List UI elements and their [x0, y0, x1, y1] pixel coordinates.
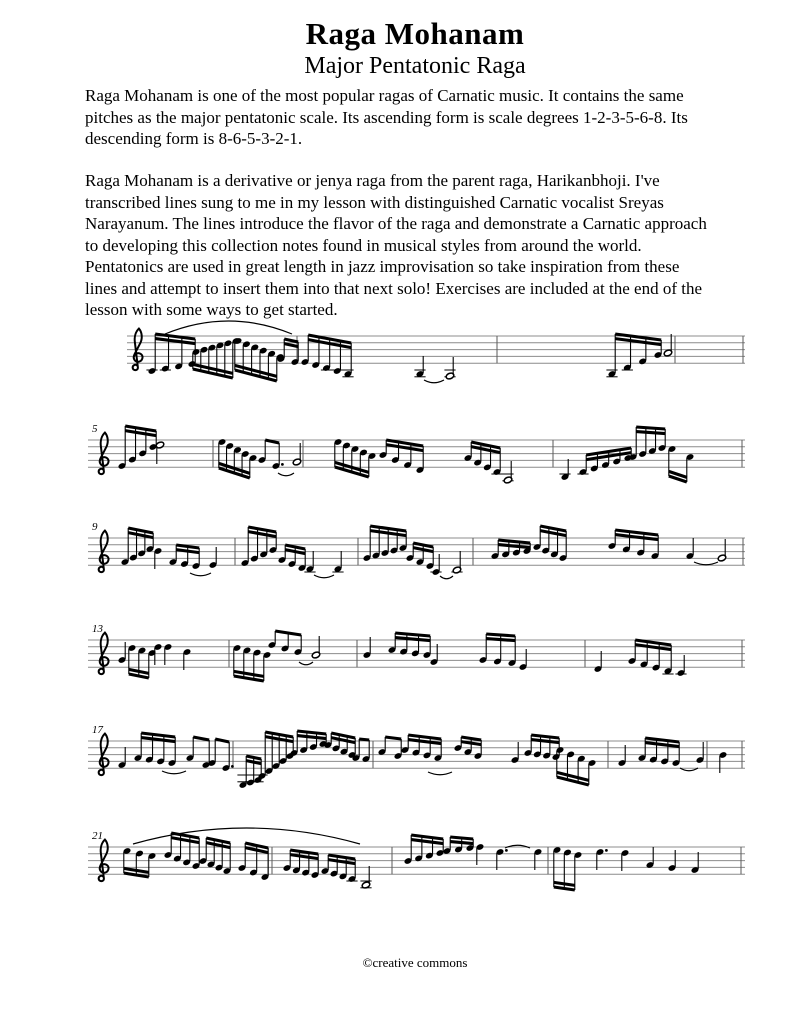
beam	[413, 548, 433, 552]
measure-number: 21	[92, 830, 103, 842]
description-paragraph: Raga Mohanam is a derivative or jenya raga from the parent raga, Harikanbhoji. I've transcribed lines sung to me in my lesson with distinguished Carnatic vocalist Sreyas Narayanum. The lines introduce the flavor of the raga and demonstrate a Carnatic approach to developing this collection notes found in musical styles from around the world. Pentatonics are used in great length in jazz improvisation so take inspiration from these lines and attempt to insert them into that next solo! Exercises are included at the end of the lesson with some ways to get started.	[85, 171, 707, 319]
beam	[408, 735, 441, 739]
beam	[176, 545, 199, 548]
beam	[636, 427, 665, 429]
beam	[450, 837, 473, 839]
beam	[285, 550, 305, 554]
beam	[328, 855, 355, 859]
augmentation-dot	[281, 463, 284, 466]
beam	[285, 545, 305, 549]
beam	[408, 740, 441, 744]
beam	[486, 639, 515, 641]
staff-system	[127, 321, 745, 383]
beam	[284, 339, 298, 342]
measure-number: 17	[92, 724, 103, 736]
staff-system	[88, 623, 745, 681]
beam	[413, 543, 433, 547]
staff-system	[88, 828, 745, 890]
slur	[133, 828, 360, 844]
tie	[299, 662, 313, 665]
augmentation-dot	[505, 849, 508, 852]
beam	[645, 743, 679, 747]
beam	[176, 550, 199, 553]
page-subtitle: Major Pentatonic Raga	[304, 53, 526, 79]
beam	[498, 540, 530, 543]
copyright-footer: ©creative commons	[362, 955, 468, 970]
beam	[531, 735, 559, 738]
beam	[290, 855, 318, 859]
beam	[284, 344, 298, 347]
measure-number: 9	[92, 521, 98, 533]
beam	[450, 842, 473, 844]
staff-system	[88, 724, 745, 789]
beam	[411, 840, 443, 844]
tie	[694, 562, 718, 565]
beam	[554, 882, 575, 885]
beam	[129, 669, 149, 673]
beam	[297, 731, 326, 734]
beam	[636, 432, 665, 434]
beam	[461, 737, 481, 740]
augmentation-dot	[231, 765, 234, 768]
beam	[297, 736, 326, 739]
beam	[486, 634, 515, 636]
beam	[215, 739, 229, 742]
measure-number: 5	[92, 423, 98, 435]
tie	[440, 576, 453, 579]
beam	[411, 835, 443, 839]
page-title: Raga Mohanam	[305, 16, 525, 51]
beam	[554, 887, 575, 890]
beam	[461, 742, 481, 745]
beam	[193, 737, 209, 740]
tie	[424, 380, 444, 383]
tie	[190, 573, 211, 576]
beam	[385, 737, 401, 739]
beam	[124, 868, 149, 872]
beam	[395, 633, 430, 636]
beam	[531, 740, 559, 743]
beam	[141, 733, 175, 737]
tie	[278, 473, 294, 476]
beam	[129, 674, 149, 678]
measure-number: 13	[92, 623, 103, 635]
beam	[359, 739, 369, 740]
tie	[428, 772, 452, 775]
beam	[246, 756, 261, 759]
tie	[314, 575, 334, 578]
beam	[275, 631, 301, 635]
tie	[162, 771, 186, 774]
staff-system	[88, 521, 745, 579]
augmentation-dot	[605, 849, 608, 852]
beam	[124, 873, 149, 877]
intro-paragraph: Raga Mohanam is one of the most popular ragas of Carnatic music. It contains the same pitches as the major pentatonic scale. Its ascending form is scale degrees 1-2-3-5-6-8. Its descending form is 8-6-5-3-2-1.	[85, 86, 688, 148]
staff-system	[88, 423, 745, 484]
slur	[165, 321, 292, 334]
